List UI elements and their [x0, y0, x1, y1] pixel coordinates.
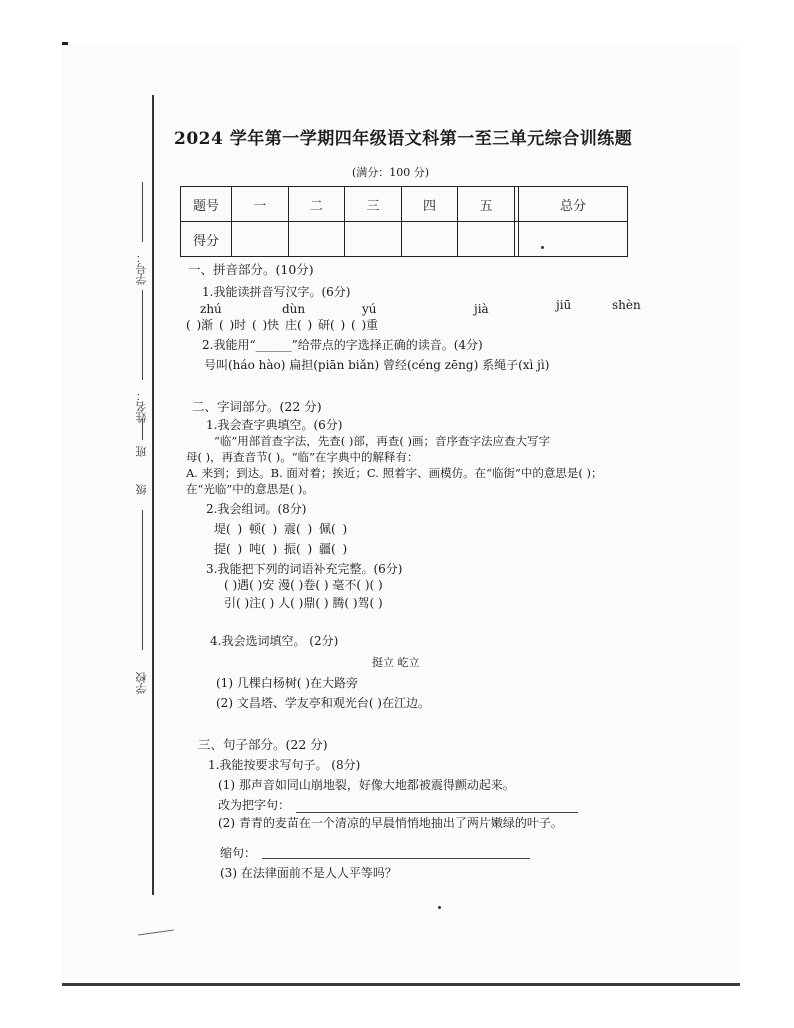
margin-rule [142, 290, 143, 380]
margin-label-student-id: 学号： [135, 252, 148, 285]
score-cell-q3: 三 [345, 187, 402, 222]
part2-q4-options: 挺立 屹立 [372, 656, 420, 669]
part1-q2-prompt: 2.我能用“______”给带点的字选择正确的读音。(4分) [202, 338, 483, 352]
part2-q2-row2[interactable]: 提( ) 吨( ) 振( ) 疆( ) [214, 542, 348, 556]
scan-edge [62, 42, 68, 45]
part2-q1-line4[interactable]: 在“光临”中的意思是( )。 [186, 482, 314, 496]
part3-s2: (2) 青青的麦苗在一个清凉的早晨悄悄地抽出了两片嫩绿的叶子。 [218, 816, 563, 830]
part2-q3-row1[interactable]: ( )遇( )安 漫( )卷( ) 毫不( )( ) [224, 578, 383, 592]
part2-q1-line3[interactable]: A. 来到；到达。B. 面对着；挨近；C. 照着字、画模仿。在“临街”中的意思是( )； [186, 466, 603, 480]
full-score: (满分：100 分) [352, 166, 430, 179]
score-input-q1[interactable] [232, 222, 289, 257]
score-cell-q5: 五 [458, 187, 515, 222]
score-input-q2[interactable] [288, 222, 345, 257]
margin-rule [142, 182, 143, 242]
part3-s3: (3) 在法律面前不是人人平等吗？ [220, 866, 397, 880]
part2-q4-s2[interactable]: (2) 文昌塔、学友亭和观光台( )在江边。 [216, 696, 430, 710]
part2-q1-line2[interactable]: 母( )，再查音节( )。“临”在字典中的解释有： [186, 450, 419, 464]
score-cell-q4: 四 [401, 187, 458, 222]
part2-q3-prompt: 3.我能把下列的词语补充完整。(6分) [206, 562, 403, 576]
pinyin-6: shèn [612, 298, 641, 312]
margin-label-grade: 级 [135, 484, 148, 495]
part2-q4-s1[interactable]: (1) 几棵白杨树( )在大路旁 [216, 676, 358, 690]
part3-s1: (1) 那声音如同山崩地裂，好像大地都被震得颤动起来。 [218, 778, 515, 792]
part1-heading: 一、拼音部分。(10分) [188, 262, 314, 277]
pinyin-3: yú [362, 302, 377, 316]
margin-rule [142, 510, 143, 650]
part2-q4-prompt: 4.我会选词填空。 (2分) [210, 634, 339, 648]
margin-label-school: 学校 [135, 672, 148, 694]
score-input-q3[interactable] [345, 222, 402, 257]
part1-q2-line[interactable]: 号叫(háo hào) 扁担(piān biǎn) 曾经(céng zēng) 系绳子(xì jì) [204, 358, 550, 372]
margin-rule [142, 420, 143, 440]
score-input-q5[interactable] [458, 222, 515, 257]
answer-line-1[interactable] [296, 812, 578, 813]
part2-q1-line1[interactable]: “临”用部首查字法，先查( )部，再查( )画；音序查字法应查大写字 [214, 434, 551, 448]
score-input-total[interactable] [518, 222, 627, 257]
score-cell-q2: 二 [288, 187, 345, 222]
scan-dot [541, 246, 544, 249]
pinyin-2: dùn [282, 302, 306, 316]
pinyin-1: zhú [200, 302, 222, 316]
score-table [180, 186, 628, 257]
part3-s2-task: 缩句： [220, 846, 257, 860]
pinyin-4: jià [474, 302, 489, 316]
part3-q1-prompt: 1.我能按要求写句子。 (8分) [208, 758, 361, 772]
exam-title: 2024 学年第一学期四年级语文科第一至三单元综合训练题 [174, 129, 633, 149]
scan-dot [438, 906, 441, 909]
part2-q2-row1[interactable]: 堤( ) 顿( ) 震( ) 佩( ) [214, 522, 348, 536]
part1-q1-blanks[interactable]: ( )渐 ( )时 ( )快 庄( ) 研( ) ( )重 [186, 318, 379, 332]
score-row-label: 得分 [181, 222, 232, 257]
margin-label-name: 姓名： [135, 390, 148, 423]
part2-q3-row2[interactable]: 引( )注( ) 人( )鼎( ) 腾( )驾( ) [224, 596, 383, 610]
answer-line-2[interactable] [262, 858, 530, 859]
part1-q1-prompt: 1.我能读拼音写汉字。(6分) [202, 285, 351, 299]
binding-line [152, 95, 154, 895]
part2-q2-prompt: 2.我会组词。(8分) [206, 502, 307, 516]
score-table-header-row [181, 187, 628, 222]
score-cell-q1: 一 [232, 187, 289, 222]
score-cell-total: 总分 [518, 187, 627, 222]
score-cell-label: 题号 [181, 187, 232, 222]
part3-heading: 三、句子部分。(22 分) [198, 737, 328, 752]
part2-heading: 二、字词部分。(22 分) [192, 399, 322, 414]
part2-q1-prompt: 1.我会查字典填空。(6分) [206, 418, 343, 432]
scan-edge-bottom [62, 983, 740, 986]
part3-s1-task: 改为把字句： [218, 798, 291, 812]
margin-label-class: 班 [135, 446, 148, 457]
pinyin-5: jiū [556, 298, 572, 312]
score-table-score-row [181, 222, 628, 257]
score-input-q4[interactable] [401, 222, 458, 257]
